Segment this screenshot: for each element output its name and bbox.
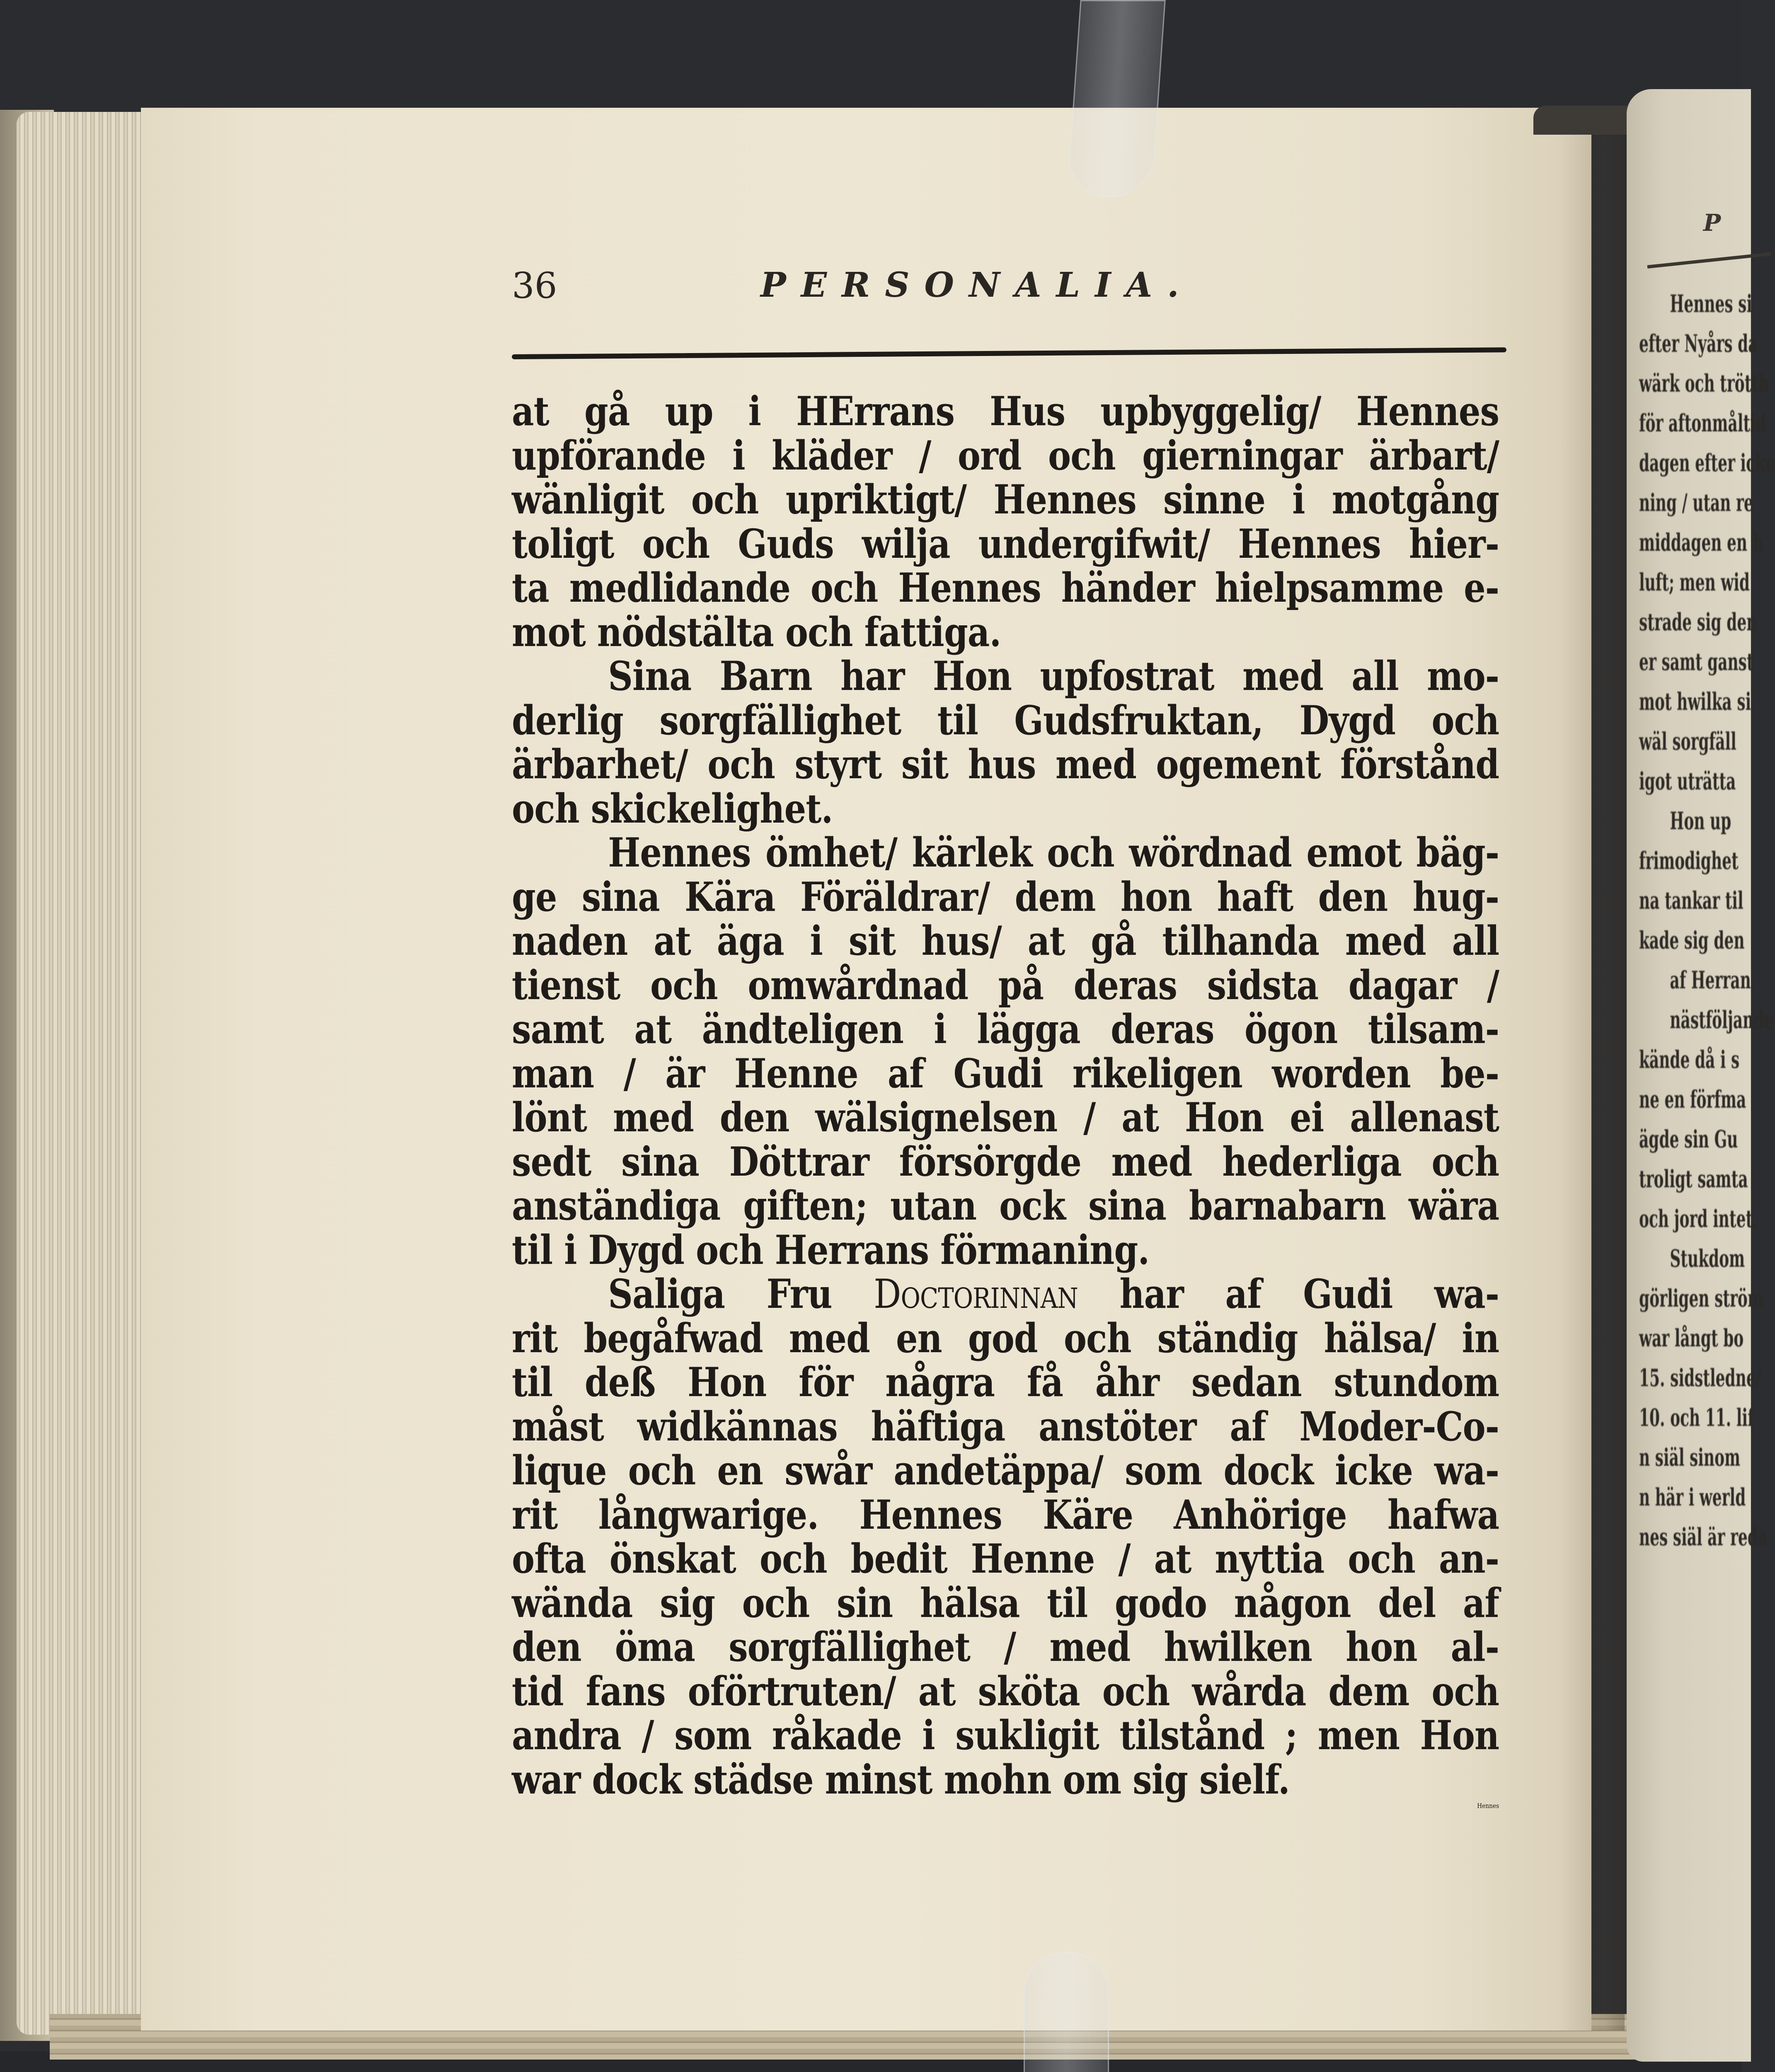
book-clip-top	[1066, 0, 1165, 197]
book-clip-bottom	[1024, 1952, 1109, 2072]
text-line: mot nödstälta och fattiga.	[512, 608, 1001, 656]
right-text-line: war långt bo	[1639, 1324, 1744, 1352]
text-line: anständiga giften; utan ock sina barnabarn wära	[512, 1182, 1499, 1229]
smallcaps-name: Doctorinnan	[874, 1271, 1078, 1317]
right-text-line: kände då i s	[1639, 1046, 1740, 1074]
right-text-line: troligt samta	[1639, 1165, 1748, 1193]
right-text-line: middagen en h	[1639, 528, 1763, 557]
right-text-line: mot hwilka si	[1639, 687, 1751, 716]
text-line: lique och en swår andetäppa/ som dock icke wa-	[512, 1447, 1499, 1494]
running-head	[512, 265, 1498, 365]
right-text-line: nes siäl är reda	[1639, 1523, 1768, 1551]
right-text-line: ning / utan re	[1639, 489, 1753, 517]
right-text-line: n här i werld	[1639, 1483, 1746, 1511]
right-text-line: 10. och 11. lif	[1639, 1404, 1754, 1432]
text-line: wänligit och upriktigt/ Hennes sinne i motgång	[512, 476, 1499, 523]
right-page-text	[1639, 284, 1775, 1557]
text-line: upförande i kläder / ord och gierningar ärbart/	[512, 432, 1499, 479]
text-line: andra / som råkade i sukligit tilstånd ; men Hon	[512, 1712, 1499, 1759]
running-title: PERSONALIA.	[760, 265, 1194, 305]
right-text-line: Hon up	[1670, 807, 1731, 835]
text-line: toligt och Guds wilja undergifwit/ Hennes hier-	[512, 520, 1499, 567]
right-text-line: Hennes si	[1670, 290, 1753, 318]
text-line: Saliga Fru Doctorinnan har af Gudi wa-	[608, 1271, 1499, 1317]
text-line: samt at ändteligen i lägga deras ögon tilsam-	[512, 1006, 1499, 1053]
right-text-line: strade sig den	[1639, 608, 1758, 636]
text-line: naden at äga i sit hus/ at gå tilhanda med all	[512, 917, 1499, 964]
text-line: Sina Barn har Hon upfostrat med all mo-	[608, 653, 1499, 700]
text-line: ge sina Kära Föräldrar/ dem hon haft den hug-	[512, 873, 1499, 920]
right-text-line: 15. sidstledne/	[1639, 1364, 1761, 1392]
text-line: tid fans oförtruten/ at sköta och wårda dem och	[512, 1668, 1499, 1715]
page-stack-edge	[17, 112, 149, 2035]
book-spine	[1533, 106, 1641, 135]
catchword: Hennes	[1477, 1802, 1499, 1810]
right-text-line: dagen efter icke	[1639, 449, 1775, 477]
right-text-line: görligen ström	[1639, 1284, 1763, 1312]
page-number: 36	[512, 265, 557, 307]
text-line: lönt med den wälsignelsen / at Hon ei allenast	[512, 1094, 1499, 1141]
right-text-line: er samt ganst	[1639, 648, 1754, 676]
body-text	[512, 390, 1498, 1802]
text-line: derlig sorgfällighet til Gudsfruktan, Dygd och	[512, 697, 1499, 744]
text-line: rit begåfwad med en god och ständig hälsa/ in	[512, 1314, 1499, 1362]
right-text-line: för aftonmåltid	[1639, 409, 1766, 437]
left-page-text-block	[512, 265, 1498, 1846]
text-line: måst widkännas häftiga anstöter af Moder-Co-	[512, 1403, 1499, 1450]
right-text-line: wäl sorgfäll	[1639, 727, 1736, 755]
text-line: Hennes ömhet/ kärlek och wördnad emot bäg-	[608, 829, 1499, 876]
right-text-line: luft; men wid	[1639, 568, 1750, 596]
text-line: den öma sorgfällighet / med hwilken hon al-	[512, 1624, 1499, 1670]
right-text-line: efter Nyårs da	[1639, 329, 1758, 358]
right-running-title: P	[1703, 209, 1726, 237]
right-text-line: wärk och trötth	[1639, 369, 1770, 397]
text-line: tienst och omwårdnad på deras sidsta dagar /	[512, 961, 1499, 1009]
text-line: ofta önskat och bedit Henne / at nyttia och an-	[512, 1535, 1499, 1582]
right-text-line: frimodighet	[1639, 847, 1739, 875]
right-text-line: af Herran	[1670, 966, 1751, 994]
text-line: til i Dygd och Herrans förmaning.	[512, 1226, 1150, 1273]
right-text-line: och jord intet.	[1639, 1205, 1758, 1233]
right-page	[1627, 89, 1775, 2062]
gutter-shadow	[1558, 108, 1625, 2031]
text-line: ta medlidande och Hennes händer hielpsamme e-	[512, 564, 1499, 611]
head-rule	[512, 347, 1506, 359]
text-line: ärbarhet/ och styrt sit hus med ogement förstånd	[512, 741, 1499, 788]
text-line: sedt sina Döttrar försörgde med hederliga och	[512, 1138, 1499, 1185]
right-head-rule	[1647, 252, 1771, 269]
text-line: war dock städse minst mohn om sig sielf.	[512, 1756, 1290, 1803]
right-text-line: nästföljande	[1670, 1006, 1774, 1034]
right-text-line: Stukdom	[1670, 1244, 1745, 1273]
text-line: til deß Hon för några få åhr sedan stundom	[512, 1359, 1499, 1406]
right-text-line: ne en förfma	[1639, 1085, 1746, 1113]
text-line: och skickelighet.	[512, 785, 833, 832]
text-line: at gå up i HErrans Hus upbyggelig/ Hennes	[512, 388, 1499, 435]
text-line: man / är Henne af Gudi rikeligen worden be-	[512, 1050, 1499, 1097]
text-line: wända sig och sin hälsa til godo någon del af	[512, 1579, 1499, 1627]
right-text-line: kade sig den	[1639, 926, 1745, 954]
right-text-line: n siäl sinom	[1639, 1443, 1741, 1472]
right-text-line: ägde sin Gu	[1639, 1125, 1738, 1153]
right-text-line: igot uträtta	[1639, 767, 1736, 795]
text-line: rit långwarige. Hennes Käre Anhörige hafwa	[512, 1491, 1499, 1538]
right-text-line: na tankar til	[1639, 886, 1744, 915]
